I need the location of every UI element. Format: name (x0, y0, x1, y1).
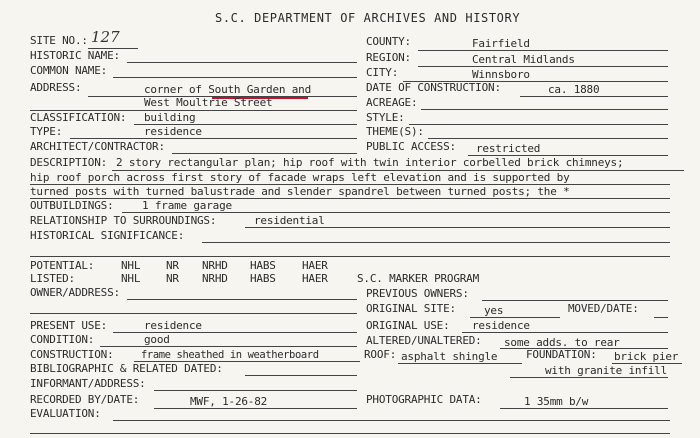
outbuildings-value: 1 frame garage (142, 199, 232, 212)
common-name-line (113, 77, 357, 78)
altered-value: some adds. to rear (504, 336, 620, 349)
marker-program-label: S.C. MARKER PROGRAM (357, 272, 480, 285)
type-value: residence (144, 125, 202, 138)
public-access-label: PUBLIC ACCESS: (366, 140, 456, 153)
listed-label: LISTED: (30, 272, 75, 285)
present-use-value: residence (144, 319, 202, 332)
architect-line (172, 153, 357, 154)
code-nrhd-potential: NRHD (202, 259, 228, 272)
evaluation-label: EVALUATION: (30, 407, 101, 420)
construction-label: CONSTRUCTION: (30, 348, 114, 361)
foundation-line-2 (510, 377, 668, 378)
original-site-value: yes (484, 304, 504, 317)
foundation-label: FOUNDATION: (526, 348, 597, 361)
description-label: DESCRIPTION: (30, 156, 108, 169)
original-site-line (470, 317, 560, 318)
original-site-label: ORIGINAL SITE: (366, 302, 456, 315)
code-nhl-listed: NHL (121, 272, 141, 285)
relationship-label: RELATIONSHIP TO SURROUNDINGS: (30, 214, 217, 227)
description-line-1: 2 story rectangular plan; hip roof with twin interior corbelled brick chimneys; (116, 156, 624, 169)
photo-value: 1 35mm b/w (524, 395, 589, 408)
roof-label: ROOF: (364, 348, 397, 361)
relationship-line (245, 227, 670, 228)
description-rule-3 (30, 198, 670, 199)
site-no-label: SITE NO.: (30, 34, 88, 47)
classification-value: building (144, 111, 196, 124)
card-header: S.C. DEPARTMENT OF ARCHIVES AND HISTORY (215, 11, 521, 25)
code-habs-potential: HABS (250, 259, 276, 272)
original-use-value: residence (472, 319, 530, 332)
photo-label: PHOTOGRAPHIC DATA: (366, 393, 482, 406)
code-haer-listed: HAER (302, 272, 328, 285)
code-habs-listed: HABS (250, 272, 276, 285)
date-label: DATE OF CONSTRUCTION: (366, 81, 501, 94)
informant-line (154, 390, 357, 391)
recorded-value: MWF, 1-26-82 (190, 395, 268, 408)
region-label: REGION: (366, 51, 411, 64)
region-line (418, 66, 668, 67)
previous-owners-label: PREVIOUS OWNERS: (366, 287, 469, 300)
evaluation-line (113, 420, 670, 421)
public-access-value: restricted (476, 142, 541, 155)
recorded-line (154, 408, 357, 409)
foundation-value-2: with granite infill (545, 364, 668, 377)
common-name-label: COMMON NAME: (30, 64, 108, 77)
acreage-line (421, 109, 668, 110)
owner-line (127, 299, 357, 300)
roof-line (398, 363, 522, 364)
blank-line-1 (30, 256, 670, 257)
condition-label: CONDITION: (30, 333, 95, 346)
city-value: Winnsboro (472, 68, 530, 81)
city-label: CITY: (366, 66, 399, 79)
informant-label: INFORMANT/ADDRESS: (30, 377, 146, 390)
bibliographic-label: BIBLIOGRAPHIC & RELATED DATED: (30, 362, 223, 375)
moved-label: MOVED/DATE: (568, 302, 639, 315)
themes-label: THEME(S): (366, 125, 424, 138)
original-use-line (462, 332, 668, 333)
address-line-2: West Moultrie Street (144, 96, 273, 109)
moved-line (654, 317, 668, 318)
condition-line (100, 346, 357, 347)
foundation-value-1: brick pier (614, 350, 679, 363)
architect-label: ARCHITECT/CONTRACTOR: (30, 140, 165, 153)
owner-line-2 (30, 313, 357, 314)
address-label: ADDRESS: (30, 81, 82, 94)
outbuildings-line (122, 212, 670, 213)
roof-value: asphalt shingle (401, 350, 498, 363)
historic-name-label: HISTORIC NAME: (30, 49, 120, 62)
region-value: Central Midlands (472, 53, 575, 66)
style-label: STYLE: (366, 111, 405, 124)
code-haer-potential: HAER (302, 259, 328, 272)
present-use-label: PRESENT USE: (30, 319, 108, 332)
type-line (70, 138, 357, 139)
relationship-value: residential (254, 214, 325, 227)
site-no-value: 127 (91, 28, 120, 46)
owner-label: OWNER/ADDRESS: (30, 286, 120, 299)
bibliographic-line (245, 375, 357, 376)
style-line (409, 124, 668, 125)
construction-value: frame sheathed in weatherboard (141, 349, 319, 361)
description-line-2: hip roof porch across first story of facade wraps left elevation and is supported by (30, 171, 570, 184)
significance-line (202, 242, 670, 243)
type-label: TYPE: (30, 125, 63, 138)
photo-line (500, 408, 668, 409)
classification-label: CLASSIFICATION: (30, 111, 127, 124)
historic-name-line (127, 62, 357, 63)
previous-owners-line (482, 300, 668, 301)
altered-label: ALTERED/UNALTERED: (366, 334, 482, 347)
condition-value: good (144, 333, 170, 346)
significance-label: HISTORICAL SIGNIFICANCE: (30, 229, 185, 242)
county-line (418, 50, 668, 51)
date-value: ca. 1880 (548, 83, 600, 96)
address-line-1: corner of South Garden and (144, 83, 311, 96)
outbuildings-label: OUTBUILDINGS: (30, 199, 114, 212)
date-line (520, 96, 668, 97)
themes-line (428, 138, 668, 139)
original-use-label: ORIGINAL USE: (366, 319, 450, 332)
recorded-label: RECORDED BY/DATE: (30, 393, 140, 406)
county-value: Fairfield (472, 37, 530, 50)
county-label: COUNTY: (366, 35, 411, 48)
code-nhl-potential: NHL (121, 259, 141, 272)
code-nr-listed: NR (166, 272, 179, 285)
code-nrhd-listed: NRHD (202, 272, 228, 285)
description-line-3: turned posts with turned balustrade and slender spandrel between turned posts; the * (30, 185, 570, 198)
code-nr-potential: NR (166, 259, 179, 272)
blank-line-2 (30, 433, 670, 434)
acreage-label: ACREAGE: (366, 96, 418, 109)
potential-label: POTENTIAL: (30, 259, 95, 272)
